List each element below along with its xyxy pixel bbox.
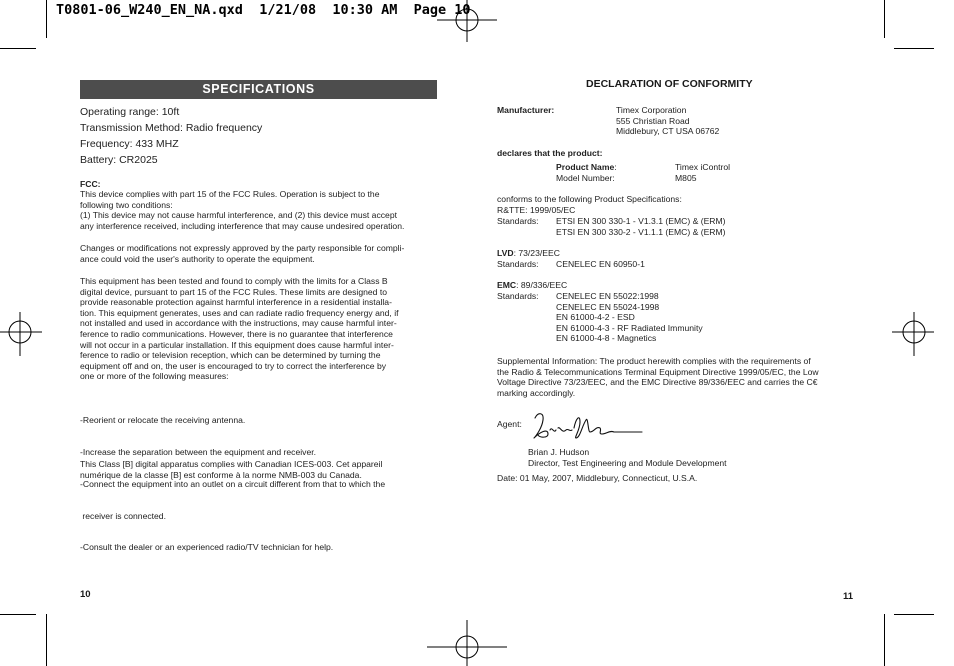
declaration-heading: DECLARATION OF CONFORMITY: [586, 78, 753, 90]
registration-mark-bottom: [427, 620, 507, 666]
registration-mark-top: [437, 0, 497, 44]
lvd-standards-label: Standards:: [497, 259, 539, 269]
signer-name: Brian J. Hudson: [528, 447, 590, 457]
manufacturer-label: Manufacturer:: [497, 105, 555, 115]
lvd-standards: CENELEC EN 60950-1: [556, 259, 645, 269]
emc-standards-label: Standards:: [497, 291, 539, 301]
rtte-standards: ETSI EN 300 330-1 - V1.3.1 (EMC) & (ERM) ETSI EN 300 330-2 - V1.1.1 (EMC) & (ERM): [556, 216, 726, 237]
fcc-label: FCC:: [80, 179, 101, 189]
page-number-right: 11: [843, 591, 854, 602]
page-number-left: 10: [80, 589, 91, 600]
product-name-label: Product Name:: [556, 162, 617, 172]
supplemental-information: Supplemental Information: The product herewith complies with the requirements of the Radio & Telecommunications Terminal Equipment Directive 1999/05/EC, the Low Voltage Directive 73/23/EEC, and the EMC Directive 89/336/EEC and carries the C€ marking accordingly.: [497, 356, 819, 398]
equipment-paragraph: This equipment has been tested and found to comply with the limits for a Class B digital device, pursuant to part 15 of the FCC Rules. These limits are designed to provide reasonable protection against harmful interference in a residential installa- tion. This equipment generates, uses and can radiate radio frequency energy and, if not installed and used in accordance with the instructions, may cause harmful inter- ference to radio communications. However, there is no guarantee that interference will not occur in a particular installation. If this equipment does cause harmful inter- ference to radio or television reception, which can be determined by turning the equipment off and on, the user is encouraged to try to correct the interference by one or more of the following measures:: [80, 276, 399, 382]
registration-mark-right: [890, 312, 934, 356]
agent-label: Agent:: [497, 419, 522, 429]
rtte-standards-label: Standards:: [497, 216, 539, 226]
spec-frequency: Frequency: 433 MHZ: [80, 138, 179, 150]
measures-list: -Reorient or relocate the receiving antenna. -Increase the separation between the equipment and receiver. -Connect the equipment into an outlet on a circuit different from that to which the receiver is connected. -Consult the dealer or an experienced radio/TV technician for help.: [80, 415, 386, 553]
specifications-heading: SPECIFICATIONS: [80, 80, 437, 99]
model-number-value: M805: [675, 173, 697, 183]
registration-mark-left: [0, 312, 44, 356]
product-name-value: Timex iControl: [675, 162, 731, 172]
rtte-directive: R&TTE: 1999/05/EC: [497, 205, 576, 215]
spec-transmission: Transmission Method: Radio frequency: [80, 122, 263, 134]
declaration-date: Date: 01 May, 2007, Middlebury, Connecticut, U.S.A.: [497, 473, 698, 483]
changes-paragraph: Changes or modifications not expressly approved by the party responsible for compli- ance could void the user's authority to operate the equipment.: [80, 243, 405, 264]
fcc-paragraph: This device complies with part 15 of the FCC Rules. Operation is subject to the following two conditions: (1) This device may not cause harmful interference, and (2) this device must accept any interference received, including interference that may cause undesired operation.: [80, 189, 405, 231]
conforms-text: conforms to the following Product Specifications:: [497, 194, 682, 204]
model-number-label: Model Number:: [556, 173, 615, 183]
signature-image: [530, 408, 645, 442]
spec-battery: Battery: CR2025: [80, 154, 158, 166]
emc-directive: EMC: 89/336/EEC: [497, 280, 568, 290]
lvd-directive: LVD: 73/23/EEC: [497, 248, 560, 258]
signer-title: Director, Test Engineering and Module Development: [528, 458, 727, 468]
manufacturer-address: Timex Corporation 555 Christian Road Middlebury, CT USA 06762: [616, 105, 720, 137]
canada-paragraph: This Class [B] digital apparatus complies with Canadian ICES-003. Cet appareil numérique de la classe [B] est conforme à la norme NMB-003 du Canada.: [80, 459, 383, 480]
spec-operating-range: Operating range: 10ft: [80, 106, 180, 118]
file-slug: T0801-06_W240_EN_NA.qxd 1/21/08 10:30 AM Page 10: [56, 2, 471, 18]
declares-label: declares that the product:: [497, 148, 603, 158]
emc-standards: CENELEC EN 55022:1998 CENELEC EN 55024-1998 EN 61000-4-2 - ESD EN 61000-4-3 - RF Radiated Immunity EN 61000-4-8 - Magnetics: [556, 291, 703, 344]
